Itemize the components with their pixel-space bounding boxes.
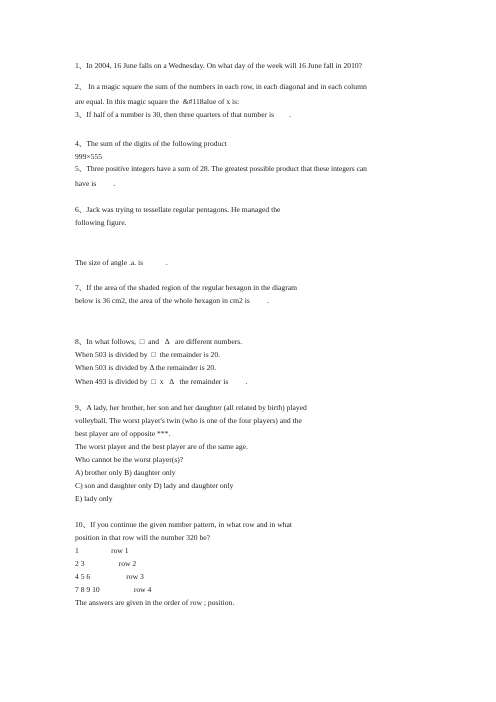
q8-line-1: When 503 is divided by □ the remainder is 20. (75, 350, 221, 359)
q2-text: 2、 In a magic square the sum of the numbers in each row, in each diagonal and in each column (75, 82, 367, 91)
q4-text: 4、The sum of the digits of the following product (75, 139, 227, 148)
q7-text: 7、If the area of the shaded region of the regular hexagon in the diagram (75, 283, 298, 292)
q1-text: 1、In 2004, 16 June falls on a Wednesday. On what day of the week will 16 June fall in 2010? (75, 61, 363, 70)
q9-text-cont-1: volleyball. The worst player's twin (who is one of the four players) and the (75, 416, 302, 425)
q9-options-ab: A) brother only B) daughter only (75, 468, 176, 477)
q9-question: Who cannot be the worst player(s)? (75, 455, 184, 464)
q2-text-cont: are equal. In this magic square the &#118alue of x is: (75, 97, 240, 106)
q9-text-cont-2: best player are of opposite ***. (75, 429, 171, 438)
q9-options-cd: C) son and daughter only D) lady and daughter only (75, 481, 234, 490)
q5-text-cont: have is . (75, 179, 116, 188)
q8-line-2: When 503 is divided by Δ the remainder is 20. (75, 363, 217, 372)
q10-pattern-row-3: 4 5 6 row 3 (75, 572, 144, 581)
q9-option-e: E) lady only (75, 494, 113, 503)
q6-text-cont: following figure. (75, 218, 127, 227)
q8-line-3: When 493 is divided by □ x Δ the remainder is . (75, 377, 248, 386)
q10-text: 10、If you continue the given number pattern, in what row and in what (75, 520, 293, 529)
q6-text: 6、Jack was trying to tessellate regular pentagons. He managed the (75, 205, 281, 214)
q9-text: 9、A lady, her brother, her son and her daughter (all related by birth) played (75, 403, 307, 412)
q5-text: 5、Three positive integers have a sum of 28. The greatest possible product that these integers can (75, 164, 367, 173)
q3-text: 3、If half of a number is 30, then three quarters of that number is . (75, 110, 292, 119)
q8-text: 8、In what follows, □ and Δ are different numbers. (75, 337, 243, 346)
q10-pattern-row-2: 2 3 row 2 (75, 559, 137, 568)
q4-product: 999×555 (75, 152, 103, 161)
q10-pattern-row-4: 7 8 9 10 row 4 (75, 585, 152, 594)
q6-question: The size of angle .a. is . (75, 258, 168, 267)
q7-text-cont: below is 36 cm2, the area of the whole hexagon in cm2 is . (75, 296, 269, 305)
q10-pattern-row-1: 1 row 1 (75, 546, 129, 555)
q10-text-cont: position in that row will the number 320 be? (75, 533, 210, 542)
q10-answer-format: The answers are given in the order of row ; position. (75, 598, 235, 607)
q9-text-cont-3: The worst player and the best player are of the same age. (75, 442, 248, 451)
